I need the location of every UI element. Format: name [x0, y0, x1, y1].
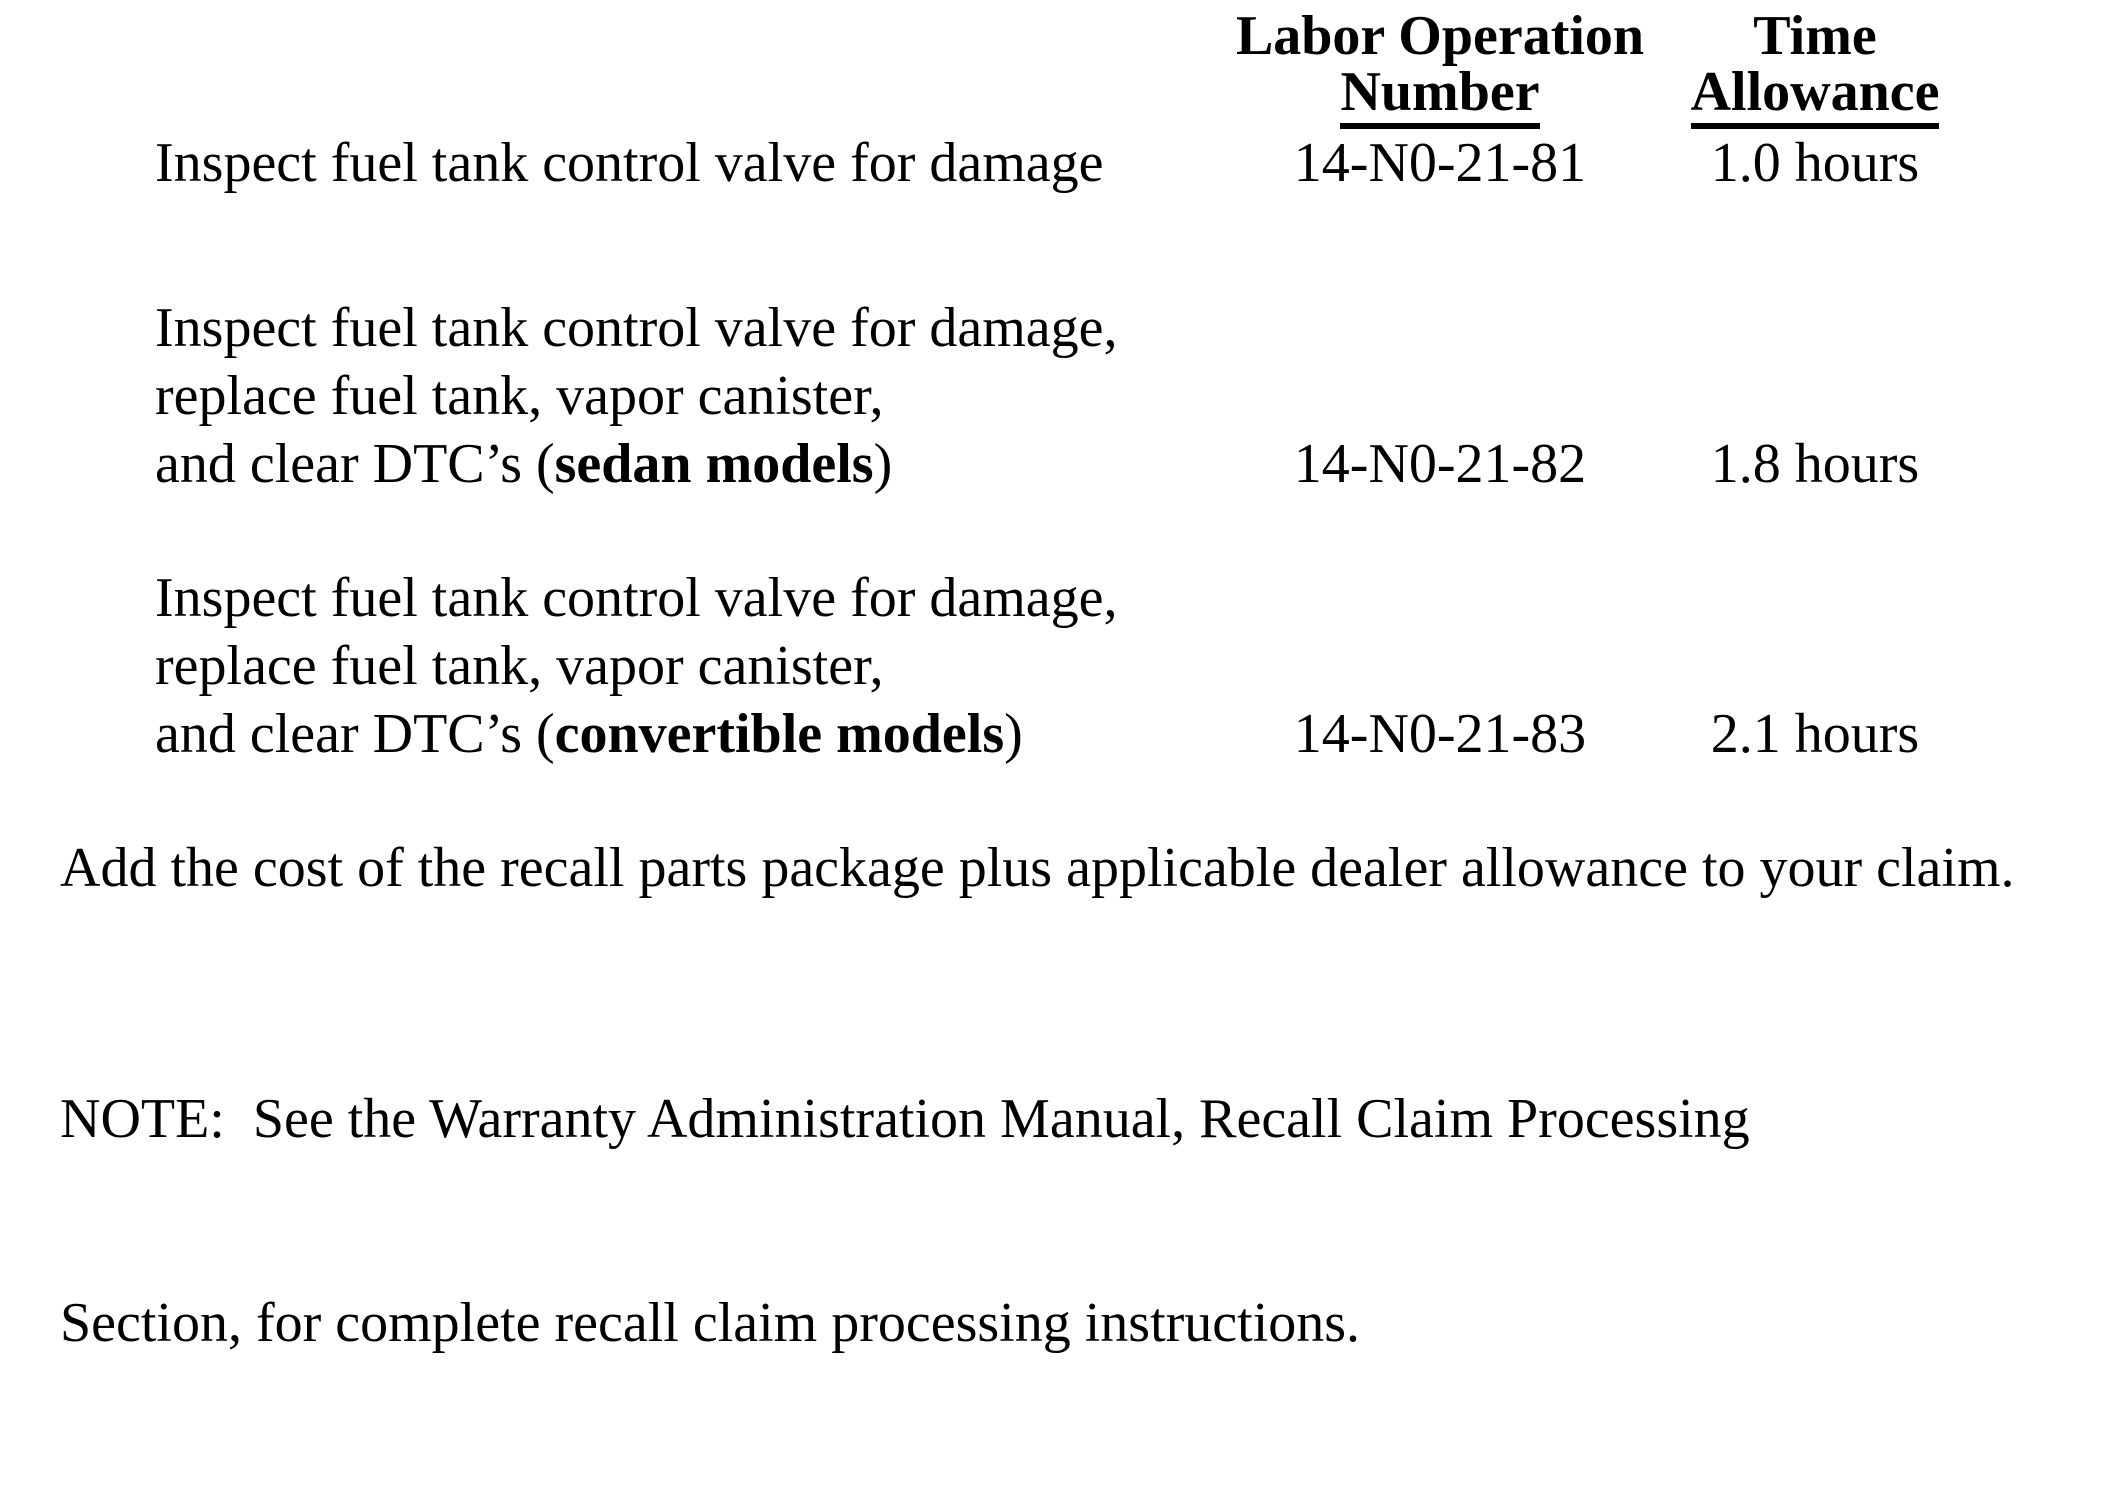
description-line: replace fuel tank, vapor canister,: [155, 365, 884, 427]
labor-operation-number: 14-N0-21-83: [1293, 703, 1587, 765]
description-line-bold: sedan models: [554, 433, 874, 495]
number-header-underlined: Number: [1340, 64, 1539, 129]
row-description: [0, 294, 1215, 498]
column-header-labor-operation-number: [1215, 5, 1665, 129]
table-row-inspect-only: [0, 129, 2121, 197]
description-line: replace fuel tank, vapor canister,: [155, 635, 884, 697]
time-allowance: 1.0 hours: [1710, 132, 1920, 194]
claim-instruction-paragraph: Add the cost of the recall parts package plus applicable dealer allowance to your claim.: [60, 837, 2015, 899]
note-line: Section, for complete recall claim processing instructions.: [60, 1292, 1361, 1354]
table-row-sedan-models: [0, 294, 2121, 498]
time-header-line2: [1665, 61, 1965, 129]
description-line-prefix: and clear DTC’s (: [155, 703, 555, 765]
column-header-time-allowance: [1665, 5, 1965, 129]
description-line: Inspect fuel tank control valve for damage: [155, 132, 1104, 194]
description-line: Inspect fuel tank control valve for damage,: [155, 567, 1118, 629]
table-header: [0, 0, 2121, 129]
description-line-prefix: and clear DTC’s (: [155, 433, 555, 495]
description-line-suffix: ): [1004, 703, 1023, 765]
labor-operation-header-line1: Labor Operation: [1235, 5, 1645, 67]
labor-operation-header-line2: [1215, 61, 1665, 129]
description-line: [155, 430, 1215, 498]
labor-operation-number: 14-N0-21-81: [1293, 132, 1587, 194]
description-line: [155, 700, 1215, 768]
note-paragraph: [60, 949, 2101, 1493]
allowance-header-underlined: Allowance: [1691, 64, 1940, 129]
time-header-line1: Time: [1753, 5, 1877, 67]
time-allowance: 2.1 hours: [1710, 703, 1920, 765]
description-line: Inspect fuel tank control valve for damage,: [155, 297, 1118, 359]
row-description: [0, 564, 1215, 768]
description-line-suffix: ): [873, 433, 893, 495]
labor-operation-number: 14-N0-21-82: [1293, 433, 1587, 495]
time-allowance: 1.8 hours: [1710, 433, 1920, 495]
row-description: [0, 129, 1215, 197]
table-row-convertible-models: [0, 564, 2121, 768]
note-line: NOTE: See the Warranty Administration Manual, Recall Claim Processing: [60, 1088, 1750, 1150]
description-line-bold: convertible models: [554, 703, 1005, 765]
